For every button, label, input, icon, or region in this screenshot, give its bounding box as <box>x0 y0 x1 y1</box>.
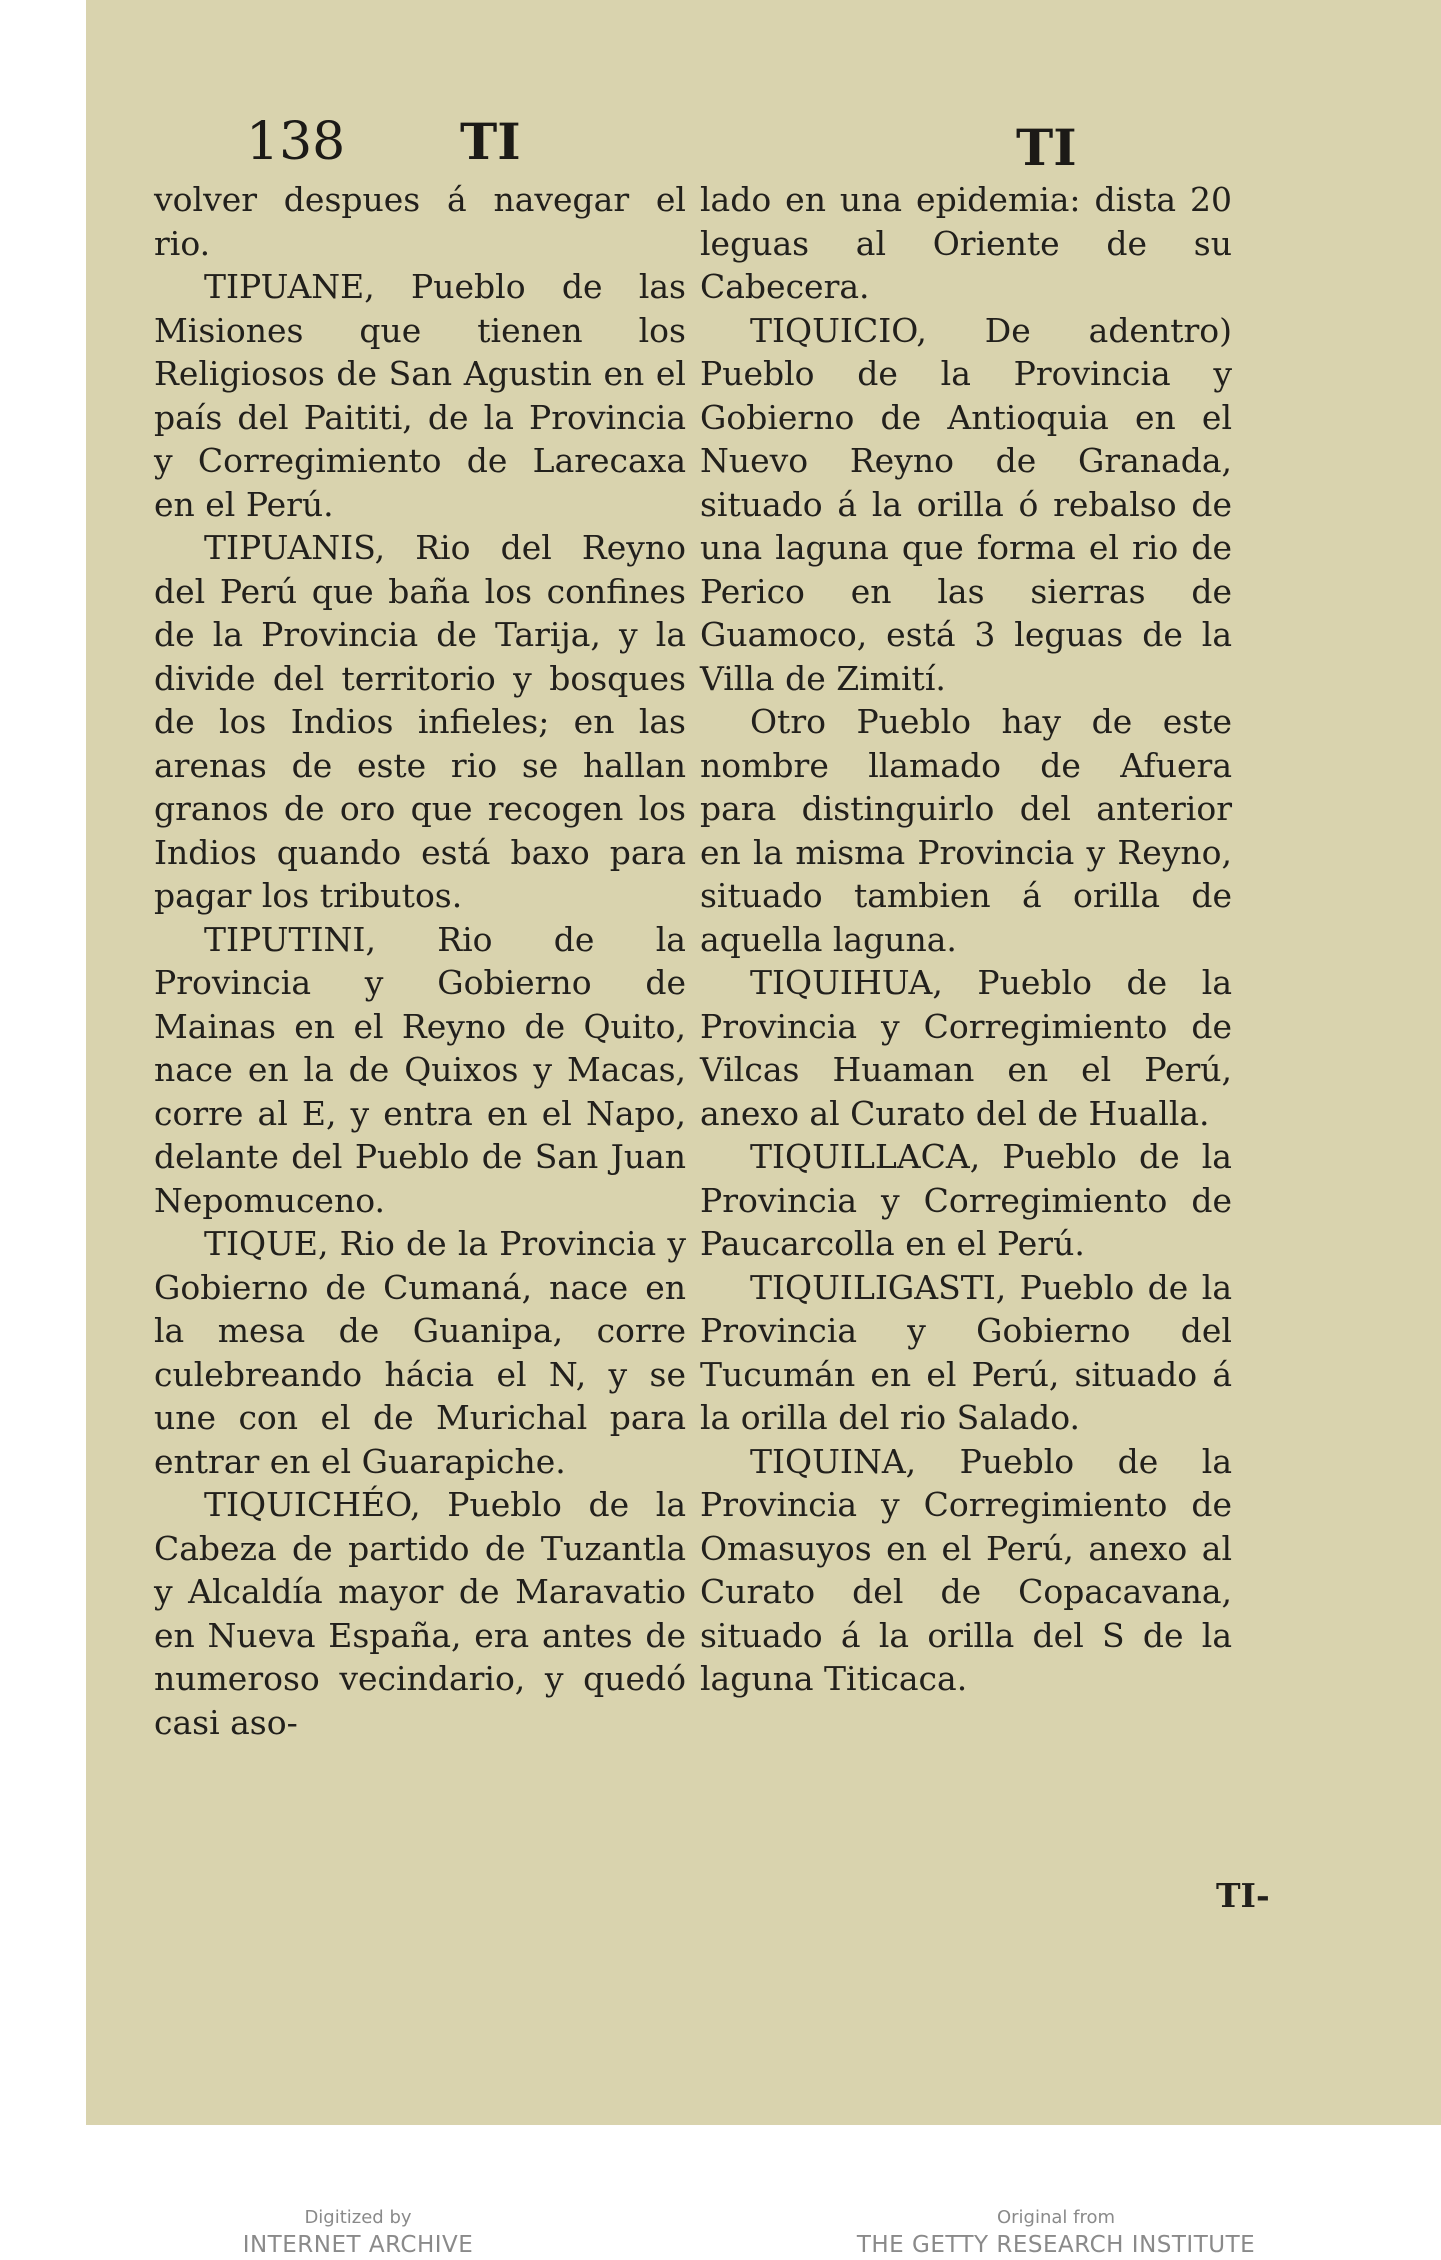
entry-paragraph: TIPUANE, Pueblo de las Misiones que tienen los Religiosos de San Agustin en el país del Paititi, de la Provincia y Corregimiento de Larecaxa en el Perú. <box>154 267 686 524</box>
entry-paragraph: TIQUIHUA, Pueblo de la Provincia y Corregimiento de Vilcas Huaman en el Perú, anexo al Curato del de Hualla. <box>700 963 1232 1133</box>
generation-note <box>4 1085 64 2225</box>
entry-paragraph: TIQUILIGASTI, Pueblo de la Provincia y Gobierno del Tucumán en el Perú, situado á la orilla del rio Salado. <box>700 1267 1232 1437</box>
right-column <box>700 178 1232 1701</box>
source-institution: THE GETTY RESEARCH INSTITUTE <box>856 2232 1256 2258</box>
digitized-by-label: Digitized by <box>304 2207 412 2228</box>
catchword: TI- <box>1216 1876 1270 1915</box>
entry-paragraph: Otro Pueblo hay de este nombre llamado de Afuera para distinguirlo del anterior en la misma Provincia y Reyno, situado tambien á orilla de aquella laguna. <box>700 702 1232 959</box>
entry-paragraph: TIQUICIO, De adentro) Pueblo de la Provincia y Gobierno de Antioquia en el Nuevo Reyno de Granada, situado á la orilla ó rebalso de una laguna que forma el rio de Perico en las sierras de Guamoco, está 3 leguas de la Villa de Zimití. <box>700 310 1232 698</box>
running-head-left: TI <box>460 112 521 171</box>
entry-paragraph: TIPUANIS, Rio del Reyno del Perú que baña los confines de la Provincia de Tarija, y la divide del territorio y bosques de los Indios infieles; en las arenas de este rio se hallan granos de oro que recogen los Indios quando está baxo para pagar los tributos. <box>154 528 686 915</box>
entry-paragraph: TIQUE, Rio de la Provincia y Gobierno de Cumaná, nace en la mesa de Guanipa, corre culebreando hácia el N, y se une con el de Murichal para entrar en el Guarapiche. <box>154 1224 686 1481</box>
entry-paragraph: TIQUINA, Pueblo de la Provincia y Corregimiento de Omasuyos en el Perú, anexo al Curato del de Copacavana, situado á la orilla del S de la laguna Titicaca. <box>700 1441 1232 1698</box>
entry-paragraph: lado en una epidemia: dista 20 leguas al Oriente de su Cabecera. <box>700 180 1232 306</box>
original-from-credit <box>756 2206 1356 2260</box>
digitized-by-credit <box>58 2206 658 2260</box>
digitizer-name: INTERNET ARCHIVE <box>242 2232 474 2258</box>
running-head-right: TI <box>1016 118 1077 177</box>
entry-paragraph: volver despues á navegar el rio. <box>154 180 686 263</box>
left-column <box>154 178 686 1744</box>
entry-paragraph: TIQUICHÉO, Pueblo de la Cabeza de partido de Tuzantla y Alcaldía mayor de Maravatio en Nueva España, era antes de numeroso vecindario, y quedó casi aso- <box>154 1485 686 1742</box>
entry-paragraph: TIPUTINI, Rio de la Provincia y Gobierno de Mainas en el Reyno de Quito, nace en la de Quixos y Macas, corre al E, y entra en el Napo, delante del Pueblo de San Juan Nepomuceno. <box>154 919 686 1220</box>
page-number: 138 <box>246 112 346 172</box>
running-header <box>246 108 1326 178</box>
original-from-label: Original from <box>996 2207 1116 2228</box>
entry-paragraph: TIQUILLACA, Pueblo de la Provincia y Corregimiento de Paucarcolla en el Perú. <box>700 1137 1232 1263</box>
